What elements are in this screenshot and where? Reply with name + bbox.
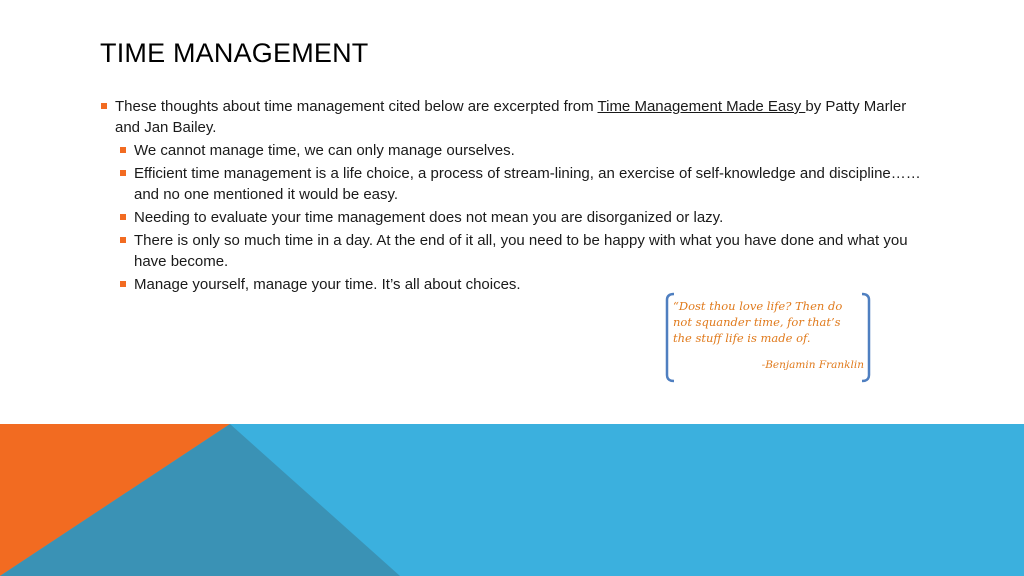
right-bracket-icon (860, 292, 872, 383)
sub-bullet (119, 140, 930, 161)
quote-text: “Dost thou love life? Then do not squander time, for that’s the stuff life is made of. (673, 299, 843, 345)
sub-bullet (119, 163, 930, 205)
bullet-square-icon (120, 214, 126, 220)
sub-bullet (119, 230, 930, 272)
sub-bullet-text: Manage yourself, manage your time. It’s all about choices. (134, 276, 521, 293)
slide-title: TIME MANAGEMENT (100, 38, 369, 68)
bullet-square-icon (120, 170, 126, 176)
bullet-square-icon (120, 147, 126, 153)
quote-box (664, 292, 872, 383)
intro-text-before: These thoughts about time management cited below are excerpted from (115, 98, 598, 115)
sub-bullet-text: Efficient time management is a life choice, a process of stream-lining, an exercise of self-knowledge and discipline……and no one mentioned it would be easy. (134, 165, 921, 203)
sub-bullet-text: We cannot manage time, we can only manage ourselves. (134, 142, 515, 159)
book-title: Time Management Made Easy (597, 98, 806, 115)
quote-author: -Benjamin Franklin (761, 359, 864, 371)
sub-bullet-text: Needing to evaluate your time management does not mean you are disorganized or lazy. (134, 209, 724, 226)
slide-content (100, 96, 930, 297)
decorative-banner (0, 424, 1024, 576)
bullet-square-icon (101, 103, 107, 109)
bullet-square-icon (120, 237, 126, 243)
sub-bullet (119, 207, 930, 228)
sub-bullet-text: There is only so much time in a day. At the end of it all, you need to be happy with what you have done and what you have become. (134, 232, 908, 270)
bullet-square-icon (120, 281, 126, 287)
bullet-intro (100, 96, 930, 138)
intro-text-after: by Patty Marler and Jan Bailey. (115, 98, 907, 136)
